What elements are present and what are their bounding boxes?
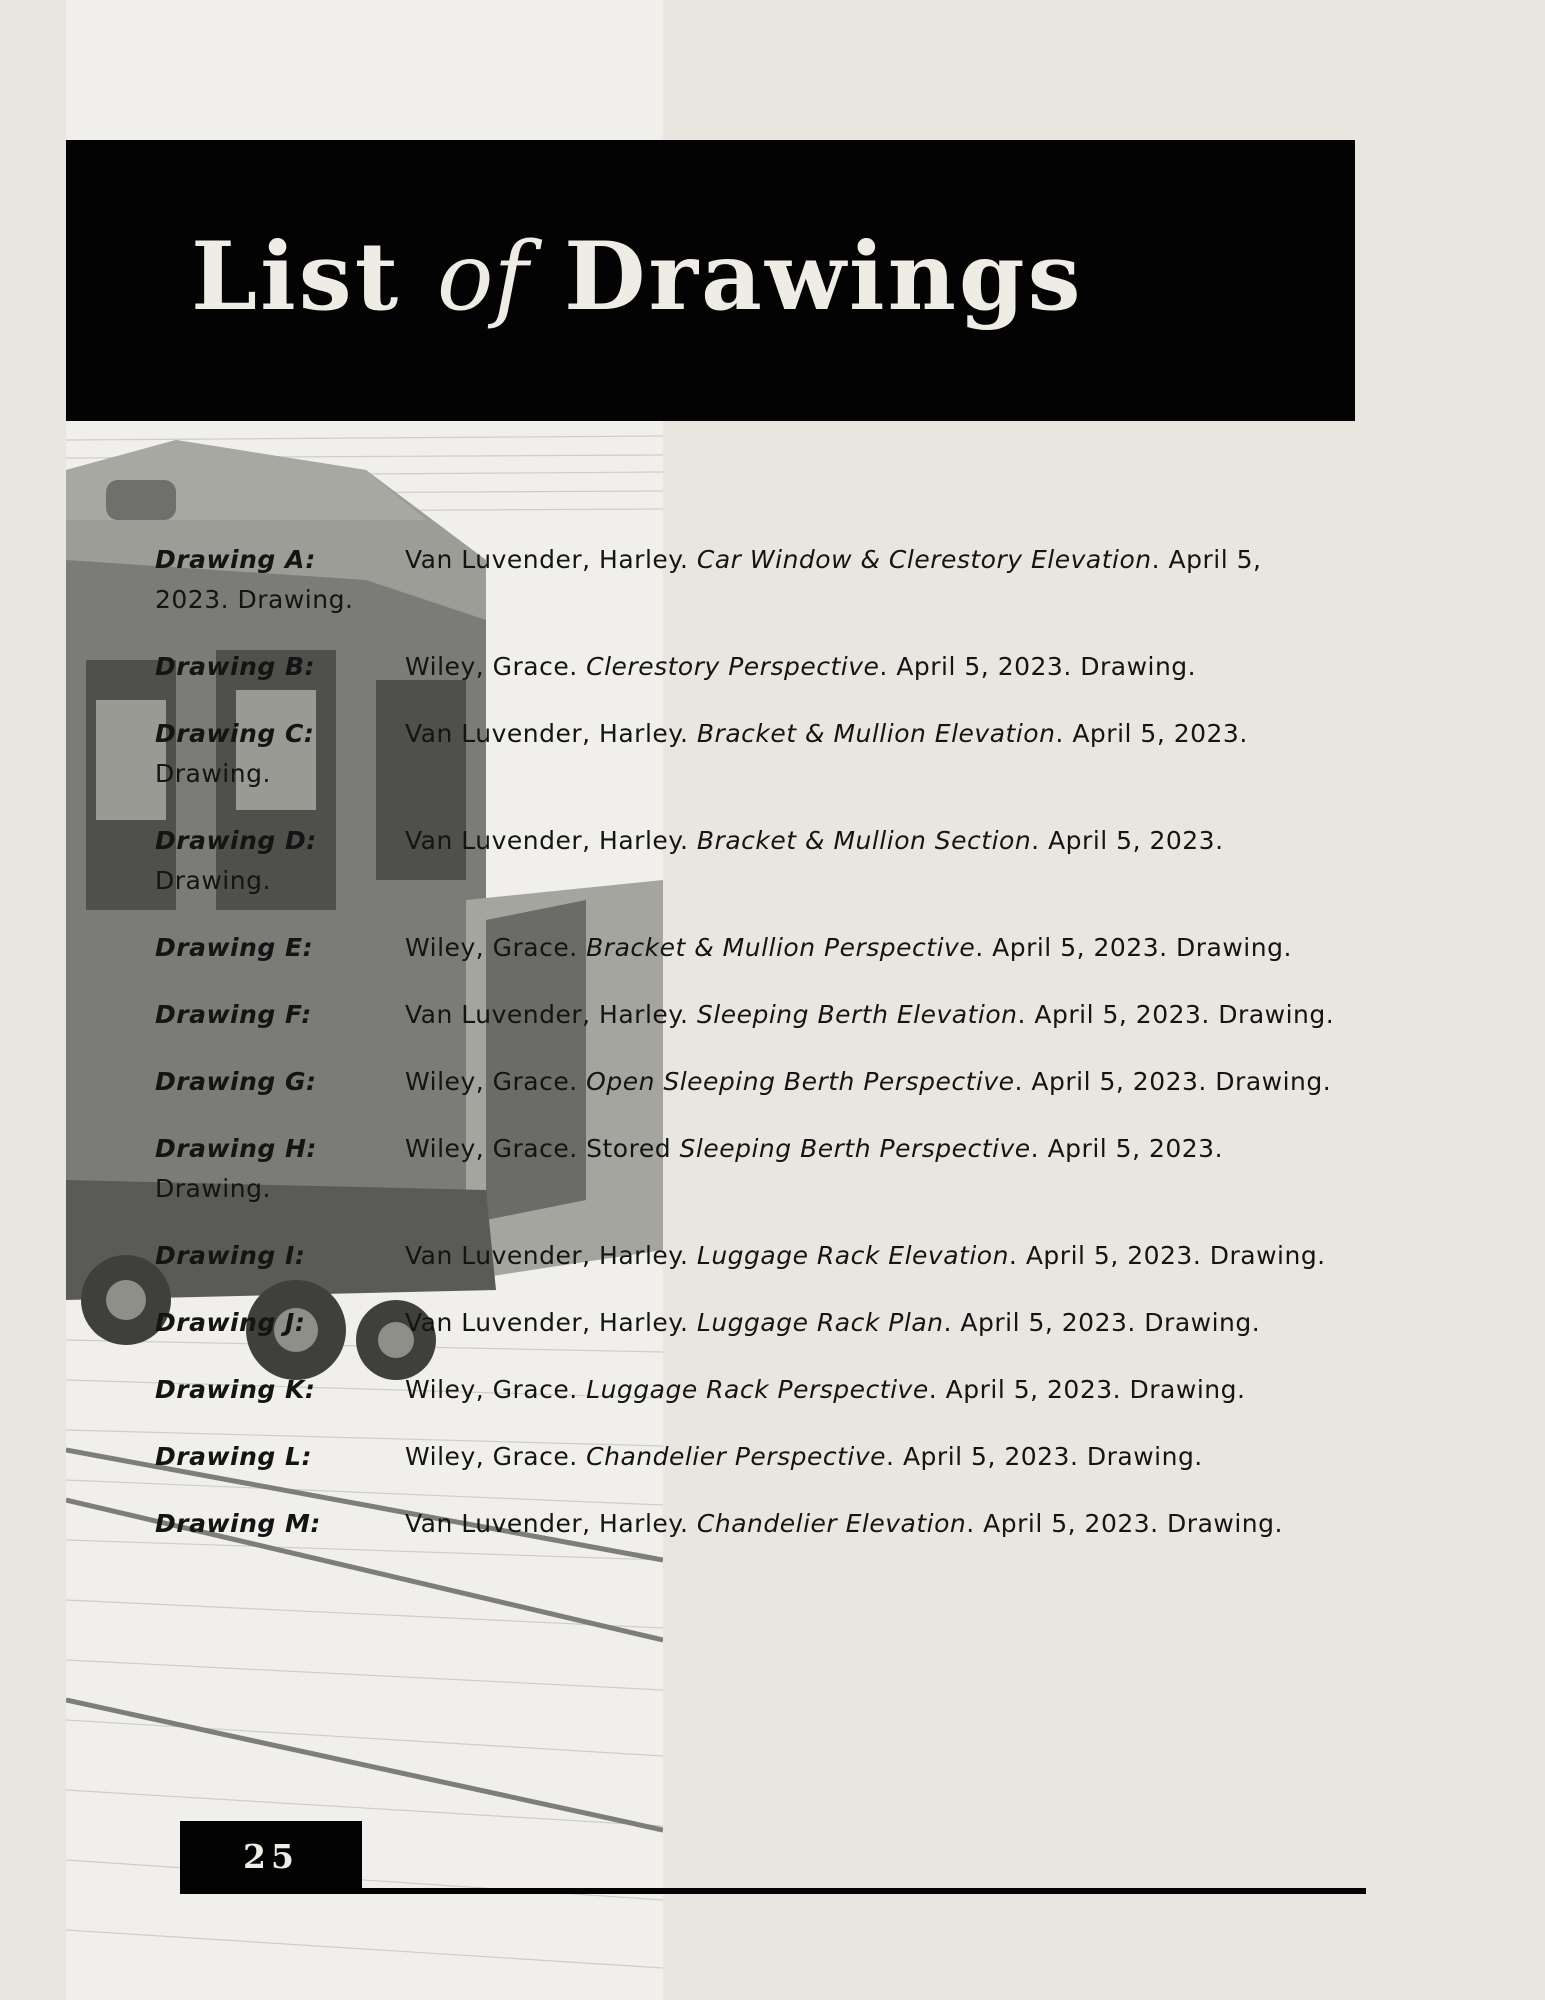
- entry-detail: April 5, 2023. Drawing.: [1025, 1241, 1326, 1270]
- entry-author: Van Luvender, Harley.: [405, 826, 689, 855]
- entry-label: Drawing C:: [155, 719, 315, 748]
- entry-work-title: Clerestory Perspective: [586, 652, 880, 681]
- entry-detail: April 5, 2023. Drawing.: [155, 1134, 1224, 1203]
- drawing-entry-c: Drawing C: Van Luvender, Harley. Bracket & Mullion Elevation. April 5, 2023. Drawing.: [155, 714, 1335, 794]
- drawing-list: [155, 540, 1335, 1571]
- drawing-entry-f: Drawing F: Van Luvender, Harley. Sleeping Berth Elevation. April 5, 2023. Drawing.: [155, 995, 1335, 1035]
- entry-label: Drawing L:: [155, 1442, 312, 1471]
- title-band: [66, 140, 1355, 421]
- page-number: 25: [180, 1821, 362, 1893]
- entry-label: Drawing F:: [155, 1000, 312, 1029]
- drawing-entry-i: Drawing I: Van Luvender, Harley. Luggage Rack Elevation. April 5, 2023. Drawing.: [155, 1236, 1335, 1276]
- entry-detail: April 5, 2023. Drawing.: [1031, 1067, 1332, 1096]
- entry-author: Van Luvender, Harley.: [405, 1509, 689, 1538]
- entry-detail: April 5, 2023. Drawing.: [896, 652, 1197, 681]
- entry-label: Drawing I:: [155, 1241, 306, 1270]
- entry-label: Drawing E:: [155, 933, 314, 962]
- entry-label: Drawing K:: [155, 1375, 316, 1404]
- entry-label: Drawing D:: [155, 826, 317, 855]
- entry-work-title: Sleeping Berth Elevation: [696, 1000, 1018, 1029]
- entry-author: Wiley, Grace.: [405, 1067, 578, 1096]
- title-word-of: of: [436, 223, 529, 332]
- entry-author: Wiley, Grace.: [405, 652, 578, 681]
- entry-work-title: Chandelier Elevation: [696, 1509, 967, 1538]
- footer-divider: [180, 1888, 1366, 1894]
- drawing-entry-k: Drawing K: Wiley, Grace. Luggage Rack Perspective. April 5, 2023. Drawing.: [155, 1370, 1335, 1410]
- entry-work-title: Bracket & Mullion Section: [696, 826, 1032, 855]
- entry-label: Drawing A:: [155, 545, 316, 574]
- entry-author: Van Luvender, Harley.: [405, 1000, 689, 1029]
- title-word-list: List: [191, 222, 402, 332]
- entry-author: Van Luvender, Harley.: [405, 545, 689, 574]
- entry-detail: April 5, 2023. Drawing.: [1034, 1000, 1335, 1029]
- drawing-entry-b: Drawing B: Wiley, Grace. Clerestory Perspective. April 5, 2023. Drawing.: [155, 647, 1335, 687]
- entry-author: Van Luvender, Harley.: [405, 1241, 689, 1270]
- drawing-entry-g: Drawing G: Wiley, Grace. Open Sleeping Berth Perspective. April 5, 2023. Drawing.: [155, 1062, 1335, 1102]
- drawing-entry-d: Drawing D: Van Luvender, Harley. Bracket & Mullion Section. April 5, 2023. Drawing.: [155, 821, 1335, 901]
- entry-work-title: Car Window & Clerestory Elevation: [696, 545, 1152, 574]
- drawing-entry-l: Drawing L: Wiley, Grace. Chandelier Perspective. April 5, 2023. Drawing.: [155, 1437, 1335, 1477]
- entry-detail: April 5, 2023. Drawing.: [983, 1509, 1283, 1538]
- entry-work-title: Bracket & Mullion Elevation: [696, 719, 1056, 748]
- entry-detail: April 5, 2023. Drawing.: [992, 933, 1292, 962]
- entry-detail: April 5, 2023. Drawing.: [155, 826, 1224, 895]
- entry-work-title: Open Sleeping Berth Perspective: [586, 1067, 1015, 1096]
- entry-label: Drawing H:: [155, 1134, 317, 1163]
- entry-author: Van Luvender, Harley.: [405, 1308, 689, 1337]
- drawing-entry-a: Drawing A: Van Luvender, Harley. Car Window & Clerestory Elevation. April 5, 2023. Drawing.: [155, 540, 1335, 620]
- entry-author: Wiley, Grace.: [405, 933, 578, 962]
- drawing-entry-h: Drawing H: Wiley, Grace. Stored Sleeping Berth Perspective. April 5, 2023. Drawing.: [155, 1129, 1335, 1209]
- drawing-entry-j: Drawing J: Van Luvender, Harley. Luggage Rack Plan. April 5, 2023. Drawing.: [155, 1303, 1335, 1343]
- entry-label: Drawing B:: [155, 652, 316, 681]
- entry-detail: April 5, 2023. Drawing.: [155, 719, 1248, 788]
- entry-label: Drawing G:: [155, 1067, 317, 1096]
- entry-work-title: Luggage Rack Elevation: [696, 1241, 1009, 1270]
- title-word-drawings: Drawings: [564, 222, 1084, 332]
- entry-author: Wiley, Grace.: [405, 1375, 578, 1404]
- entry-work-title: Chandelier Perspective: [586, 1442, 887, 1471]
- page-title: [191, 222, 1084, 332]
- entry-work-title: Sleeping Berth Perspective: [679, 1134, 1031, 1163]
- entry-work-title: Bracket & Mullion Perspective: [586, 933, 976, 962]
- entry-detail: April 5, 2023. Drawing.: [960, 1308, 1261, 1337]
- entry-author: Van Luvender, Harley.: [405, 719, 689, 748]
- drawing-entry-m: Drawing M: Van Luvender, Harley. Chandelier Elevation. April 5, 2023. Drawing.: [155, 1504, 1335, 1544]
- entry-detail: April 5, 2023. Drawing.: [902, 1442, 1203, 1471]
- entry-work-title: Luggage Rack Perspective: [586, 1375, 929, 1404]
- entry-label: Drawing M:: [155, 1509, 321, 1538]
- entry-author: Wiley, Grace.: [405, 1442, 578, 1471]
- entry-author: Wiley, Grace. Stored: [405, 1134, 672, 1163]
- entry-detail: April 5, 2023. Drawing.: [945, 1375, 1246, 1404]
- entry-detail: April 5, 2023. Drawing.: [155, 545, 1262, 614]
- entry-label: Drawing J:: [155, 1308, 306, 1337]
- drawing-entry-e: Drawing E: Wiley, Grace. Bracket & Mullion Perspective. April 5, 2023. Drawing.: [155, 928, 1335, 968]
- entry-work-title: Luggage Rack Plan: [696, 1308, 944, 1337]
